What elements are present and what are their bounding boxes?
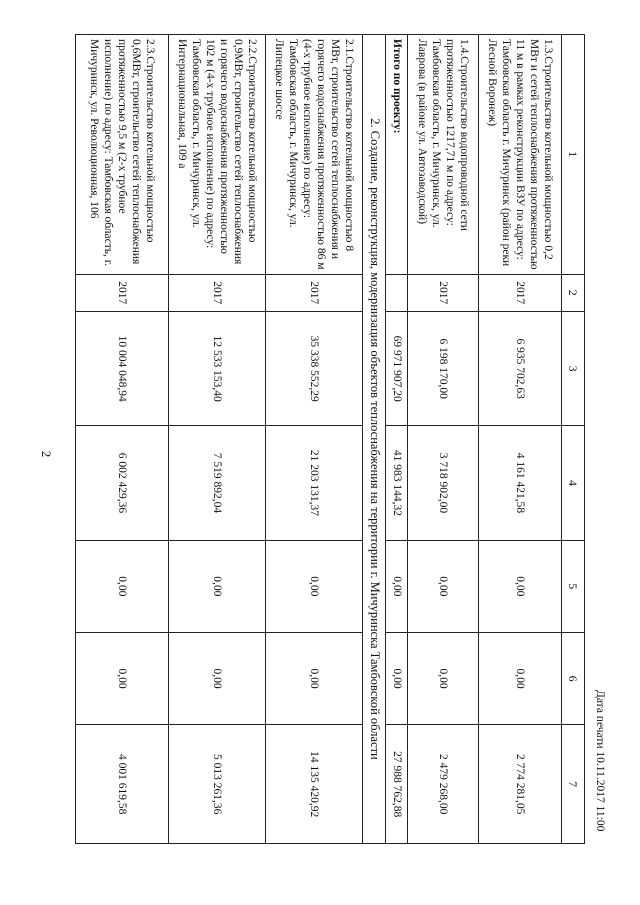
item-col5: 0,00 [76, 540, 169, 632]
total-row [386, 35, 408, 844]
item-description: 1.4.Строительство водопроводной сети протяженностью 1217,71 м по адресу: Тамбовская область, г. Мичуринск, ул. Лаврова (в районе ул. Автозаводской) [408, 35, 479, 275]
section-title: 2. Создание, реконструкция, модернизация объектов теплоснабжения на территории г. Мичуринска Тамбовской области [362, 35, 385, 844]
table-row [408, 35, 479, 844]
item-col7: 4 001 619,58 [76, 725, 169, 844]
item-col5: 0,00 [168, 540, 265, 632]
column-header: 3 [561, 311, 584, 425]
total-label: Итого по проекту: [386, 35, 408, 275]
item-col4: 6 002 429,36 [76, 426, 169, 540]
total-col6: 0,00 [386, 632, 408, 724]
column-header: 7 [561, 725, 584, 844]
item-year: 2017 [408, 274, 479, 311]
total-col4: 41 983 144,32 [386, 426, 408, 540]
item-year: 2017 [478, 274, 561, 311]
item-col6: 0,00 [265, 632, 362, 724]
column-header: 1 [561, 35, 584, 275]
funding-table [75, 34, 585, 844]
item-col7: 5 013 261,36 [168, 725, 265, 844]
item-description: 1.3.Строительство котельной мощностью 0,2 МВт и сетей теплоснабжения протяженностью 11 м в рамках реконструкции ВЗУ по адресу: Тамбовская область г. Мичуринск (район реки Лесной Воронеж) [478, 35, 561, 275]
page-number: 2 [39, 450, 54, 458]
total-col5: 0,00 [386, 540, 408, 632]
item-col6: 0,00 [76, 632, 169, 724]
item-description: 2.3.Строительство котельной мощностью 0,6МВт, строительство сетей теплоснабжения протяженностью 9,5 м (2-х трубное исполнение) по адресу: Тамбовская область, г. Мичуринск, ул. Революционная, 106 [76, 35, 169, 275]
item-description: 2.1.Строительство котельной мощностью 8 МВт, строительство сетей теплоснабжения и горячего водоснабжения протяженностью 86 м (4-х трубное исполнение) по адресу: Тамбовская область, г. Мичуринск, ул. Липецкое шоссе [265, 35, 362, 275]
item-col5: 0,00 [408, 540, 479, 632]
rotated-table-container [75, 34, 585, 844]
item-col7: 2 479 268,00 [408, 725, 479, 844]
table-row [76, 35, 169, 844]
item-year: 2017 [265, 274, 362, 311]
total-col7: 27 988 762,88 [386, 725, 408, 844]
table-row [478, 35, 561, 844]
table-row [168, 35, 265, 844]
item-col5: 0,00 [478, 540, 561, 632]
item-col4: 7 519 892,04 [168, 426, 265, 540]
item-col3: 35 338 552,29 [265, 311, 362, 425]
table-header-row [561, 35, 584, 844]
item-col3: 6 935 702,63 [478, 311, 561, 425]
item-col4: 21 203 131,37 [265, 426, 362, 540]
item-col4: 4 161 421,58 [478, 426, 561, 540]
item-description: 2.2.Строительство котельной мощностью 0,9МВт, строительство сетей теплоснабжения и горячего водоснабжения протяженностью 102 м (4-х трубное исполнение) по адресу: Тамбовская область, г. Мичуринск, ул. Интернациональная, 109 а [168, 35, 265, 275]
section-row [362, 35, 385, 844]
item-col3: 10 004 048,94 [76, 311, 169, 425]
column-header: 5 [561, 540, 584, 632]
column-header: 6 [561, 632, 584, 724]
item-col5: 0,00 [265, 540, 362, 632]
column-header: 4 [561, 426, 584, 540]
item-year: 2017 [168, 274, 265, 311]
item-col6: 0,00 [408, 632, 479, 724]
total-year [386, 274, 408, 311]
table-row [265, 35, 362, 844]
item-col3: 6 198 170,00 [408, 311, 479, 425]
column-header: 2 [561, 274, 584, 311]
print-date: Дата печати 10.11.2017 11:00 [594, 690, 606, 832]
item-year: 2017 [76, 274, 169, 311]
item-col3: 12 533 153,40 [168, 311, 265, 425]
total-col3: 69 971 907,20 [386, 311, 408, 425]
item-col4: 3 718 902,00 [408, 426, 479, 540]
item-col6: 0,00 [478, 632, 561, 724]
item-col7: 2 774 281,05 [478, 725, 561, 844]
item-col6: 0,00 [168, 632, 265, 724]
item-col7: 14 135 420,92 [265, 725, 362, 844]
